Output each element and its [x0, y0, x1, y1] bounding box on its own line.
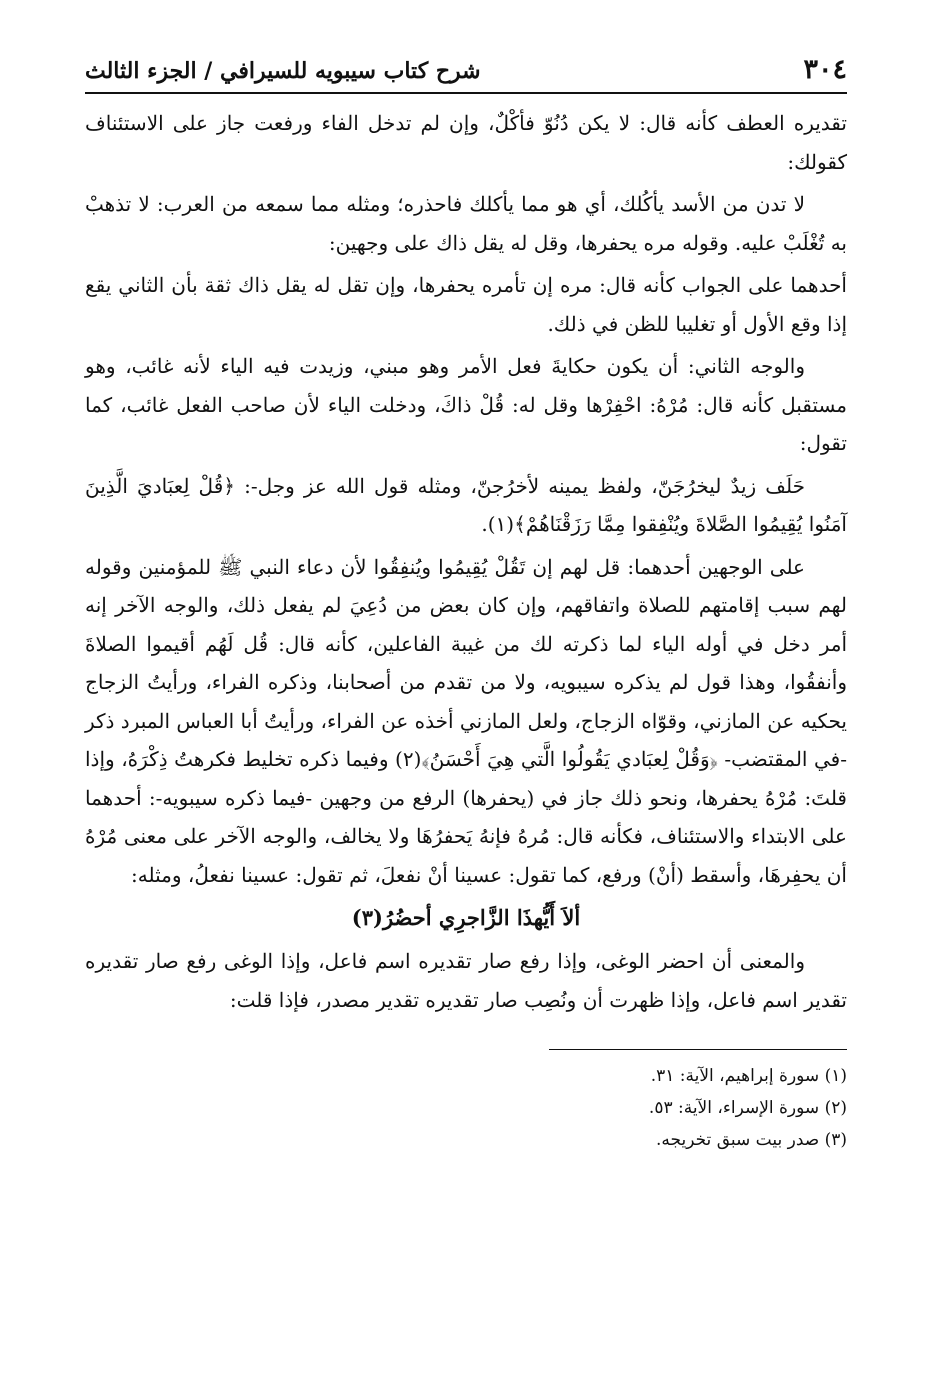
- main-text: [85, 104, 847, 1019]
- paragraph: حَلَف زيدٌ ليخرُجَنّ، ولفظ يمينه لأخرُجنّ، ومثله قول الله عز وجل-: ﴿قُلْ لِعبَاديَ الَّذِينَ آمَنُوا يُقِيمُوا الصَّلاةَ ويُنْفِقوا مِمَّا رَزَقْنَاهُمْ﴾(١).: [85, 473, 847, 536]
- footnote: (١) سورة إبراهيم، الآية: ٣١.: [650, 1066, 847, 1086]
- paragraph: أحدهما على الجواب كأنه قال: مره إن تأمره يحفرها، وإن تقل له يقل ذاك ثقة بأن الثاني يقع إذا وقع الأول أو تغليبا للظن في ذلك.: [85, 273, 847, 336]
- paragraph: والمعنى أن احضر الوغى، وإذا رفع صار تقديره اسم فاعل، وإذا الوغى رفع صار تقديره تقدير اسم فاعل، وإذا ظهرت أن ونُصِب صار تقديره تقدير مصدر، فإذا قلت:: [85, 949, 847, 1012]
- paragraph: على الوجهين أحدهما: قل لهم إن تَقُلْ يُقِيمُوا ويُنفِقُوا لأن دعاء النبي ﷺ للمؤمنين وقوله لهم سبب إقامتهم للصلاة واتفاقهم، وإن كان بعض من دُعِيَ لم يفعل ذلك، والوجه الآخر إنه أمر دخل في أوله الياء لما ذكرته لك من غيبة الفاعلين، كأنه قال: قُل لَهُم أقيموا الصلاةَ وأنفقُوا، وهذا قول لم يذكره سيبويه، ولا من تقدم من أصحابنا، وذكره الفراء، ورأيتُ الزجاج يحكيه عن المازني، وقوّاه الزجاج، ولعل المازني أخذه عن الفراء، ورأيتُ أبا العباس المبرد ذكر -في المقتضب- ﴿وَقُلْ لِعبَادي يَقُولُوا الَّتي هِيَ أَحْسَنُ﴾(٢) وفيما ذكره تخليط فكرهتُ ذِكْرَهُ، وإذا قلتَ: مُرْهُ يحفرها، ونحو ذلك جاز في (يحفرها) الرفع من وجهين -فيما ذكره سيبويه-: أحدهما على الابتداء والاستئناف، فكأنه قال: مُرهُ فإنهُ يَحفرُهَا ولا يخالف، والوجه الآخر على معنى مُرْهُ أن يحفِرهَا، وأسقط (أنْ) ورفع، كما تقول: عسينا أنْ نفعلَ، ثم تقول: عسينا نفعلُ، ومثله:: [84, 554, 847, 887]
- running-title: شرح كتاب سيبويه للسيرافي / الجزء الثالث: [85, 58, 481, 84]
- page-number: ٣٠٤: [803, 54, 847, 85]
- paragraph: والوجه الثاني: أن يكون حكايةَ فعل الأمر وهو مبني، وزيدت فيه الياء لأنه غائب، وهو مستقبل كأنه قال: مُرْهُ: احْفِرْها وقل له: قُلْ ذاكَ، ودخلت الياء لأن صاحب الفعل غائب، كما تقول:: [85, 354, 847, 455]
- footnote-divider: [549, 1049, 847, 1050]
- verse-line: ألاَ أَيُّهذَا الزَّاجرِي أحضُرُ(٣): [351, 905, 581, 930]
- footnotes: [85, 1060, 847, 1156]
- paragraph: تقديره العطف كأنه قال: لا يكن دُنُوّ فأكْلٌ، وإن لم تدخل الفاء ورفعت جاز على الاستئناف كقولك:: [85, 111, 847, 174]
- page-header: [85, 50, 847, 94]
- footnote: (٢) سورة الإسراء، الآية: ٥٣.: [648, 1098, 847, 1118]
- footnote: (٣) صدر بيت سبق تخريجه.: [655, 1130, 847, 1150]
- paragraph: لا تدن من الأسد يأكُلك، أي هو مما يأكلك فاحذره؛ ومثله مما سمعه من العرب: لا تذهبْ به تُغْلَبْ عليه. وقوله مره يحفرها، وقل له يقل ذاك على وجهين:: [85, 192, 847, 255]
- book-page: [85, 50, 847, 1156]
